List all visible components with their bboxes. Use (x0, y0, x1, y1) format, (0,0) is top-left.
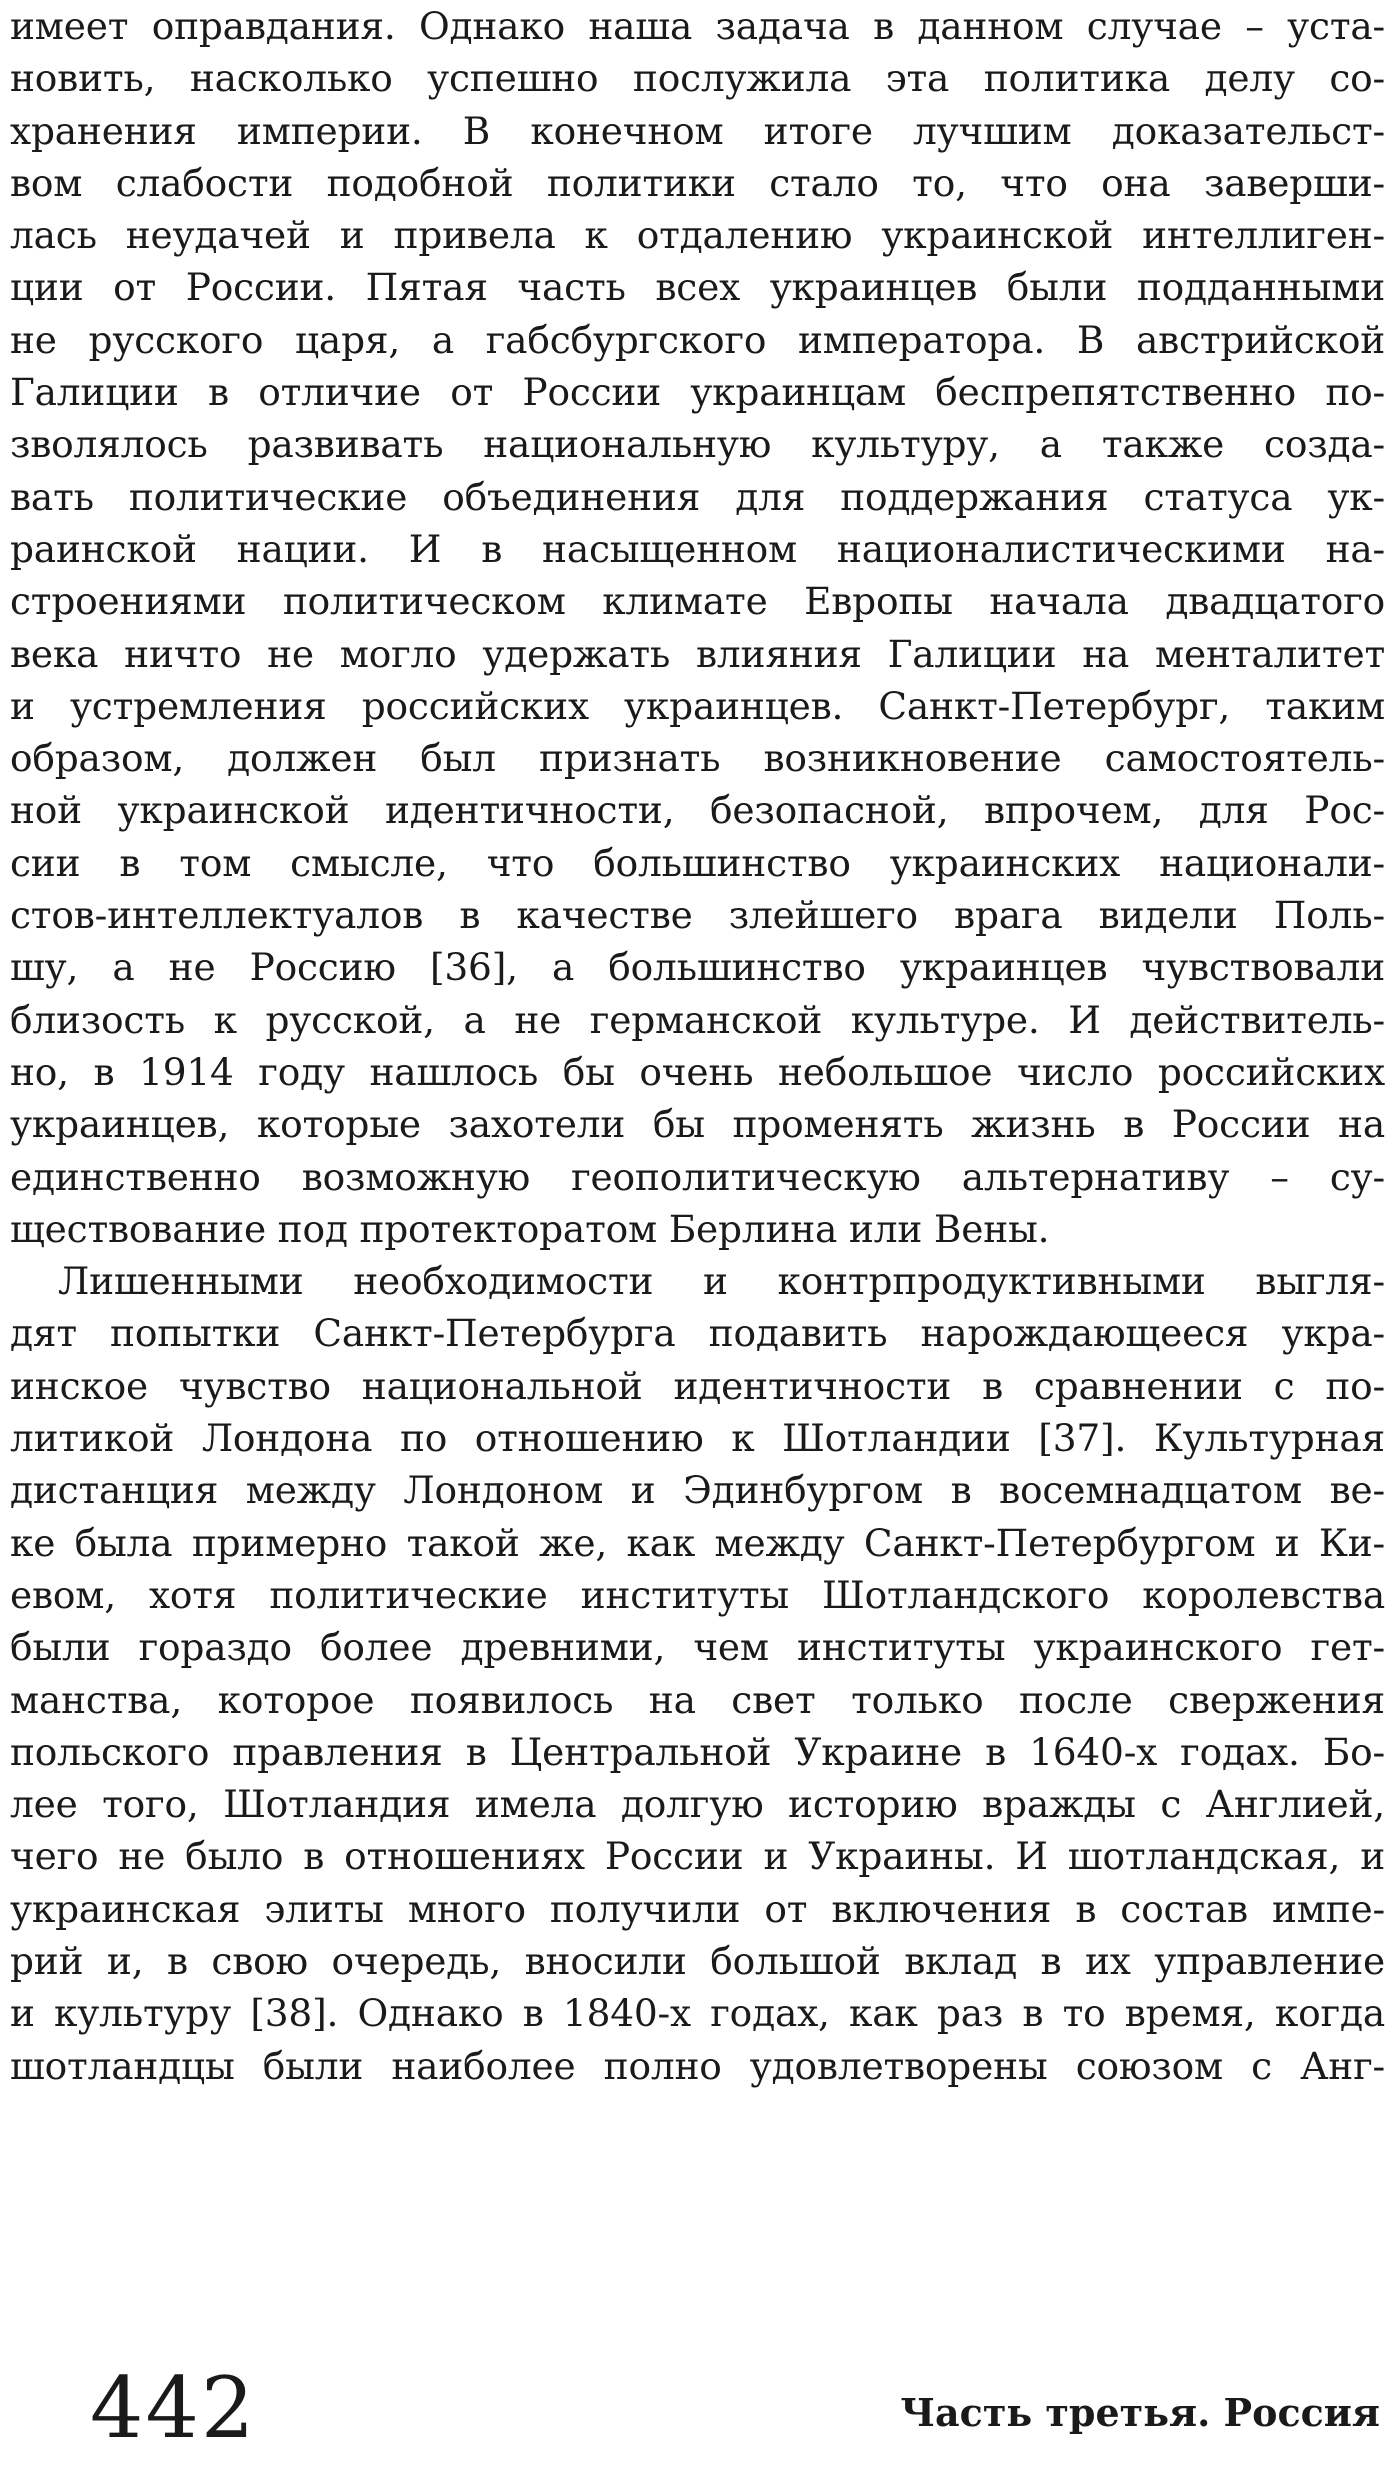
running-head: Часть третья. Россия (900, 2390, 1380, 2435)
text-line: ции от России. Пятая часть всех украинцев были подданными (10, 265, 1385, 310)
text-line: близость к русской, а не германской культуре. И действитель- (10, 997, 1385, 1042)
text-line: были гораздо более древними, чем институты украинского гет- (10, 1625, 1385, 1670)
text-line: раинской нации. И в насыщенном националистическими на- (10, 526, 1385, 571)
text-line: евом, хотя политические институты Шотландского королевства (10, 1572, 1385, 1617)
text-line: Лишенными необходимости и контрпродуктивными выгля- (58, 1259, 1385, 1304)
text-line: чего не было в отношениях России и Украины. И шотландская, и (10, 1834, 1385, 1879)
text-line: украинцев, которые захотели бы променять жизнь в России на (10, 1102, 1385, 1147)
page-footer (10, 2358, 1388, 2458)
text-line: стов-интеллектуалов в качестве злейшего врага видели Поль- (10, 893, 1385, 938)
text-line: ществование под протекторатом Берлина или Вены. (10, 1206, 1050, 1251)
text-line: сии в том смысле, что большинство украинских национали- (10, 840, 1385, 885)
paragraph-1 (10, 0, 1385, 1255)
text-line: лась неудачей и привела к отдалению украинской интеллиген- (10, 213, 1385, 258)
text-line: лее того, Шотландия имела долгую историю вражды с Англией, (10, 1782, 1385, 1827)
text-line: ной украинской идентичности, безопасной, впрочем, для Рос- (10, 788, 1385, 833)
text-line: ке была примерно такой же, как между Санкт-Петербургом и Ки- (10, 1520, 1385, 1565)
text-line: и культуру [38]. Однако в 1840-х годах, как раз в то время, когда (10, 1991, 1385, 2036)
text-line: имеет оправдания. Однако наша задача в данном случае – уста- (10, 4, 1385, 48)
text-line: строениями политическом климате Европы начала двадцатого (10, 579, 1385, 624)
page-number: 442 (90, 2359, 257, 2457)
text-line: шотландцы были наиболее полно удовлетворены союзом с Анг- (10, 2043, 1385, 2088)
paragraph-2 (10, 1255, 1385, 2092)
text-line: не русского царя, а габсбургского императора. В австрийской (10, 317, 1385, 362)
text-line: единственно возможную геополитическую альтернативу – су- (10, 1154, 1385, 1199)
text-line: вать политические объединения для поддержания статуса ук- (10, 474, 1385, 519)
text-line: хранения империи. В конечном итоге лучшим доказательст- (10, 108, 1385, 153)
text-line: Галиции в отличие от России украинцам беспрепятственно по- (10, 370, 1385, 415)
text-line: но, в 1914 году нашлось бы очень небольшое число российских (10, 1049, 1385, 1094)
body-text (10, 0, 1385, 2092)
text-line: образом, должен был признать возникновение самостоятель- (10, 736, 1385, 781)
text-line: польского правления в Центральной Украине в 1640-х годах. Бо- (10, 1729, 1385, 1774)
text-line: литикой Лондона по отношению к Шотландии [37]. Культурная (10, 1416, 1385, 1461)
text-line: новить, насколько успешно послужила эта политика делу со- (10, 56, 1385, 101)
text-line: века ничто не могло удержать влияния Галиции на менталитет (10, 631, 1385, 676)
text-line: дят попытки Санкт-Петербурга подавить нарождающееся укра- (10, 1311, 1385, 1356)
text-line: зволялось развивать национальную культуру, а также созда- (10, 422, 1385, 467)
text-line: инское чувство национальной идентичности в сравнении с по- (10, 1363, 1385, 1408)
text-line: украинская элиты много получили от включения в состав импе- (10, 1886, 1385, 1931)
text-line: шу, а не Россию [36], а большинство украинцев чувствовали (10, 945, 1385, 990)
book-page (10, 0, 1388, 2478)
text-line: дистанция между Лондоном и Эдинбургом в восемнадцатом ве- (10, 1468, 1385, 1513)
text-line: манства, которое появилось на свет только после свержения (10, 1677, 1385, 1722)
text-line: вом слабости подобной политики стало то, что она заверши- (10, 160, 1385, 205)
text-line: и устремления российских украинцев. Санкт-Петербург, таким (10, 683, 1385, 728)
text-line: рий и, в свою очередь, вносили большой вклад в их управление (10, 1938, 1385, 1983)
